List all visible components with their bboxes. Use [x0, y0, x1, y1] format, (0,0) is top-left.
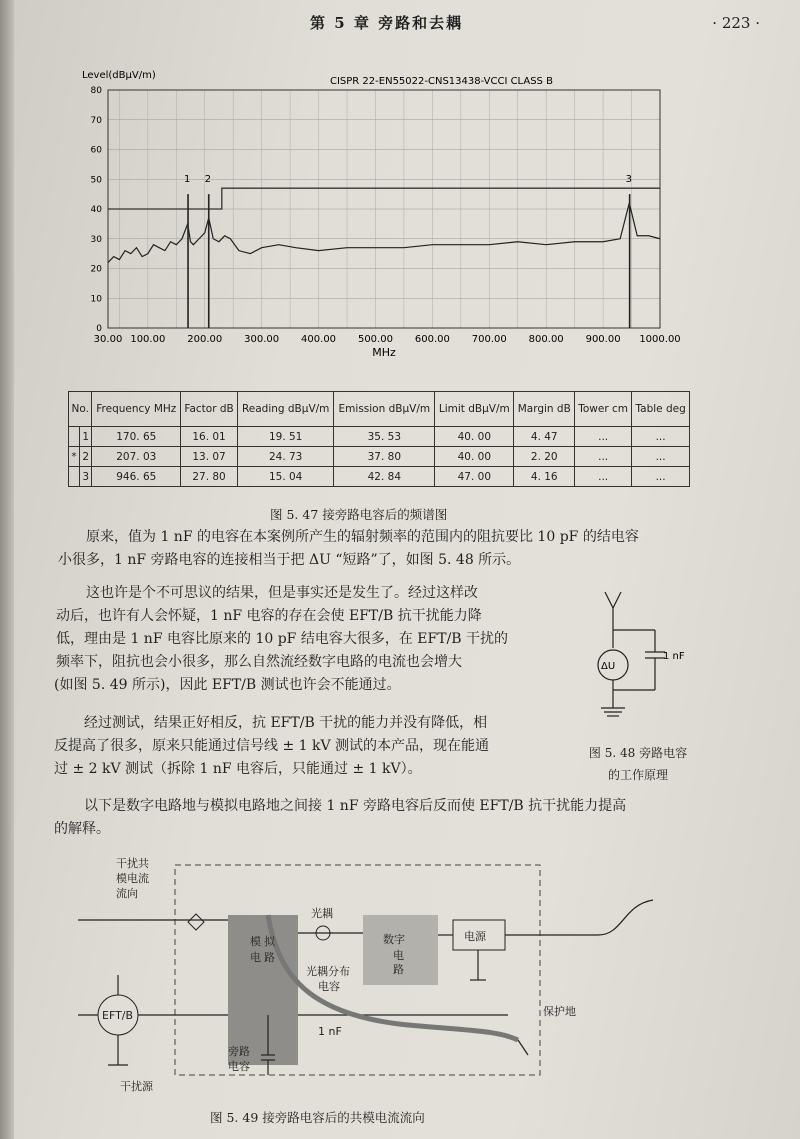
eft-label: EFT/B [102, 1009, 134, 1022]
col-header: Tower cm [575, 392, 632, 427]
cap-label: 1 nF [663, 651, 685, 662]
analog-label: 拟 [264, 935, 275, 948]
paragraph-line: 原来，值为 1 nF 的电容在本案例所产生的辐射频率的范围内的阻抗要比 10 pF 的结电容 [86, 529, 639, 545]
col-header: Margin dB [514, 392, 575, 427]
y-tick-label: 10 [90, 294, 102, 305]
chart-title: CISPR 22-EN55022-CNS13438-VCCI CLASS B [330, 76, 553, 87]
antenna-icon [605, 592, 621, 648]
table-cell: ... [575, 467, 632, 487]
table-header-row [69, 392, 690, 427]
caption-line: 图 5. 48 旁路电容 [588, 746, 688, 760]
table-cell: 4. 16 [514, 467, 575, 487]
interference-label: 流向 [116, 887, 138, 900]
paragraph-line: 频率下，阻抗也会小很多，那么自然流经数字电路的电流也会增大 [56, 654, 462, 670]
spectrum-chart [60, 60, 680, 390]
table-cell: 15. 04 [237, 467, 334, 487]
x-tick-label: 700.00 [471, 334, 507, 345]
y-tick-label: 20 [90, 264, 102, 275]
paragraph-line: 过 ± 2 kV 测试（拆除 1 nF 电容后，只能通过 ± 1 kV）。 [54, 761, 422, 777]
spectrum-chart-svg [60, 60, 680, 390]
x-tick-label: 1000.00 [639, 334, 680, 345]
col-header: Table deg [632, 392, 690, 427]
digital-label: 电 [393, 949, 404, 962]
marker-label: 1 [184, 174, 191, 186]
cap-1nf-label: 1 nF [318, 1025, 342, 1038]
digital-label: 数字 [383, 933, 405, 946]
table-cell: ... [632, 467, 690, 487]
x-tick-label: 400.00 [301, 334, 337, 345]
table-cell: 2 [79, 447, 91, 467]
measurement-table [68, 391, 690, 487]
analog-label: 路 [264, 951, 275, 964]
pe-label: 保护地 [543, 1005, 576, 1018]
table-row [69, 447, 690, 467]
table-cell: 42. 84 [334, 467, 435, 487]
col-header: Emission dBμV/m [334, 392, 435, 427]
paragraph-line: 这也许是个不可思议的结果，但是事实还是发生了。经过这样改 [86, 585, 478, 601]
table-cell: 24. 73 [237, 447, 334, 467]
table-cell: ... [632, 427, 690, 447]
analog-block [228, 915, 298, 1065]
paragraph-line: 的解释。 [54, 821, 110, 837]
x-tick-label: 30.00 [93, 334, 123, 345]
x-tick-label: 800.00 [528, 334, 564, 345]
paragraph-line: 以下是数字电路地与模拟电路地之间接 1 nF 旁路电容后反而使 EFT/B 抗干扰能力提高 [84, 798, 627, 814]
page-number: · 223 · [712, 14, 760, 32]
table-cell: 207. 03 [92, 447, 181, 467]
y-axis-label: Level(dBμV/m) [82, 70, 156, 81]
marker-label: 3 [625, 174, 633, 186]
table-cell: 27. 80 [181, 467, 238, 487]
table-cell: 170. 65 [92, 427, 181, 447]
page-header [60, 12, 760, 42]
table-cell: 3 [79, 467, 91, 487]
table-cell [69, 467, 80, 487]
emission-trace [108, 203, 660, 262]
x-tick-label: 900.00 [585, 334, 621, 345]
marker-label: 2 [204, 174, 212, 186]
x-tick-label: 600.00 [414, 334, 450, 345]
table-row [69, 427, 690, 447]
source-label: 干扰源 [120, 1080, 153, 1093]
x-tick-label: 300.00 [244, 334, 280, 345]
bypass-label: 电容 [228, 1060, 250, 1073]
x-tick-label: 100.00 [130, 334, 166, 345]
interface-icon [188, 914, 204, 930]
opto-label: 光耦 [311, 907, 333, 920]
table-cell: 47. 00 [435, 467, 514, 487]
bypass-label: 旁路 [228, 1045, 250, 1058]
book-spine [0, 0, 14, 1139]
digital-label: 路 [393, 963, 404, 976]
figure-caption-5-49: 图 5. 49 接旁路电容后的共模电流流向 [210, 1110, 425, 1125]
bypass-cap-schematic [585, 590, 705, 730]
paragraph-line: 经过测试，结果正好相反，抗 EFT/B 干扰的能力并没有降低，相 [84, 715, 488, 731]
table-cell: 16. 01 [181, 427, 238, 447]
paragraph-line: 低，理由是 1 nF 电容比原来的 10 pF 结电容大很多，在 EFT/B 干扰的 [56, 631, 509, 647]
table-cell: 37. 80 [334, 447, 435, 467]
y-tick-label: 0 [96, 324, 102, 334]
col-header: No. [69, 392, 92, 427]
y-tick-label: 80 [90, 86, 102, 96]
table-cell: * [69, 447, 80, 467]
table-cell: 1 [79, 427, 91, 447]
figure-caption-5-48 [568, 742, 708, 786]
table-cell [69, 427, 80, 447]
source-label: ΔU [601, 661, 616, 672]
table-row [69, 467, 690, 487]
power-label: 电源 [464, 930, 486, 943]
analog-label: 模 [250, 935, 261, 948]
table-cell: ... [575, 447, 632, 467]
table-cell: ... [575, 427, 632, 447]
paragraph-line: (如图 5. 49 所示)，因此 EFT/B 测试也许会不能通过。 [54, 677, 401, 693]
table-cell: 40. 00 [435, 447, 514, 467]
x-axis-label: MHz [372, 346, 396, 359]
y-tick-label: 50 [90, 175, 102, 186]
interference-label: 干扰共 [116, 857, 149, 870]
figure-caption-5-47: 图 5. 47 接旁路电容后的频谱图 [270, 507, 448, 522]
y-tick-label: 40 [90, 205, 102, 215]
table-cell: 2. 20 [514, 447, 575, 467]
paragraph-line: 反提高了很多，原来只能通过信号线 ± 1 kV 测试的本产品，现在能通 [54, 738, 490, 754]
y-tick-label: 60 [90, 145, 102, 156]
table-cell: 4. 47 [514, 427, 575, 447]
y-tick-label: 70 [90, 115, 102, 126]
caption-line: 的工作原理 [607, 768, 668, 782]
table-cell: 19. 51 [237, 427, 334, 447]
table-cell: ... [632, 447, 690, 467]
opto-cap-label: 电容 [318, 980, 340, 993]
table-cell: 13. 07 [181, 447, 238, 467]
common-mode-diagram [78, 855, 728, 1105]
figure-5-48 [585, 590, 705, 730]
table-cell: 946. 65 [92, 467, 181, 487]
x-tick-label: 500.00 [357, 334, 393, 345]
paragraph-line: 小很多，1 nF 旁路电容的连接相当于把 ΔU “短路”了，如图 5. 48 所示。 [58, 552, 521, 568]
x-tick-label: 200.00 [187, 334, 223, 345]
limit-line [108, 188, 660, 209]
table-cell: 40. 00 [435, 427, 514, 447]
col-header: Frequency MHz [92, 392, 181, 427]
analog-label: 电 [250, 951, 261, 964]
opto-cap-label: 光耦分布 [306, 965, 350, 978]
figure-5-49 [78, 855, 728, 1105]
table-cell: 35. 53 [334, 427, 435, 447]
paragraph-line: 动后，也许有人会怀疑，1 nF 电容的存在会使 EFT/B 抗干扰能力降 [56, 608, 482, 624]
col-header: Factor dB [181, 392, 238, 427]
chapter-title: 第 5 章 旁路和去耦 [310, 14, 464, 32]
interference-label: 模电流 [116, 872, 149, 885]
col-header: Reading dBμV/m [237, 392, 334, 427]
y-tick-label: 30 [90, 234, 102, 245]
col-header: Limit dBμV/m [435, 392, 514, 427]
